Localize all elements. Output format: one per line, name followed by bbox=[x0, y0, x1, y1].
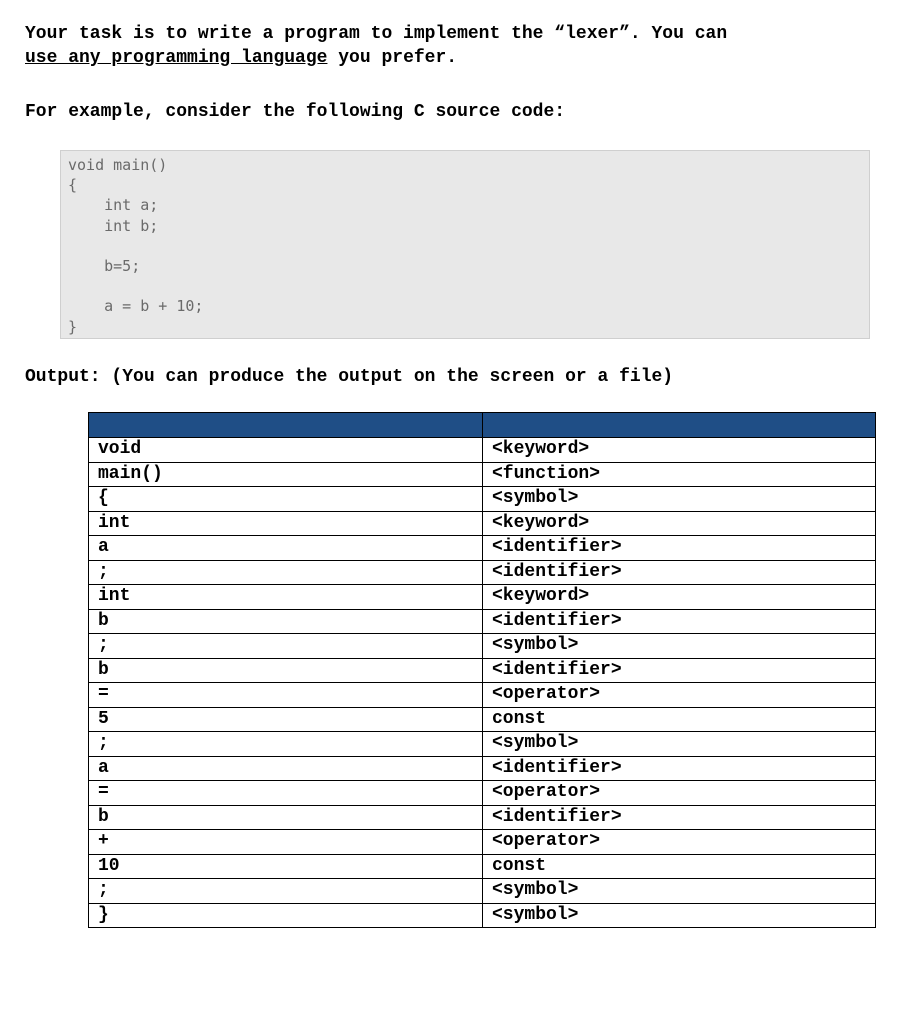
code-line: int a; bbox=[68, 196, 159, 215]
code-line bbox=[68, 276, 869, 296]
token-cell: ; bbox=[89, 879, 483, 904]
token-cell: void bbox=[89, 438, 483, 463]
table-row bbox=[89, 438, 876, 463]
table-row bbox=[89, 487, 876, 512]
token-type-cell: <keyword> bbox=[483, 438, 876, 463]
table-row bbox=[89, 560, 876, 585]
table-row bbox=[89, 756, 876, 781]
token-cell: ; bbox=[89, 560, 483, 585]
token-type-cell: <identifier> bbox=[483, 609, 876, 634]
table-row bbox=[89, 511, 876, 536]
table-row bbox=[89, 707, 876, 732]
table-row bbox=[89, 879, 876, 904]
token-cell: ; bbox=[89, 732, 483, 757]
token-type-cell: <keyword> bbox=[483, 585, 876, 610]
table-row bbox=[89, 536, 876, 561]
token-type-cell: const bbox=[483, 854, 876, 879]
token-cell: = bbox=[89, 781, 483, 806]
token-cell: int bbox=[89, 585, 483, 610]
token-cell: + bbox=[89, 830, 483, 855]
code-line: void main() bbox=[68, 156, 168, 174]
token-type-cell: <symbol> bbox=[483, 487, 876, 512]
table-row bbox=[89, 805, 876, 830]
token-cell: b bbox=[89, 658, 483, 683]
token-type-cell: <identifier> bbox=[483, 658, 876, 683]
token-type-cell: <operator> bbox=[483, 830, 876, 855]
token-table-header-cell bbox=[89, 413, 483, 438]
token-cell: b bbox=[89, 609, 483, 634]
token-type-cell: <identifier> bbox=[483, 805, 876, 830]
token-cell: { bbox=[89, 487, 483, 512]
code-line: { bbox=[68, 176, 78, 195]
token-type-cell: <symbol> bbox=[483, 732, 876, 757]
code-line: a = b + 10; bbox=[68, 297, 204, 316]
token-cell: a bbox=[89, 756, 483, 781]
table-row bbox=[89, 854, 876, 879]
table-row bbox=[89, 585, 876, 610]
token-type-cell: <keyword> bbox=[483, 511, 876, 536]
table-row bbox=[89, 658, 876, 683]
task-language-underlined: use any programming language bbox=[25, 48, 328, 68]
token-type-cell: <function> bbox=[483, 462, 876, 487]
token-type-cell: <symbol> bbox=[483, 634, 876, 659]
token-cell: } bbox=[89, 903, 483, 928]
token-cell: ; bbox=[89, 634, 483, 659]
table-row bbox=[89, 683, 876, 708]
code-line: } bbox=[68, 317, 78, 336]
token-cell: b bbox=[89, 805, 483, 830]
code-line: int b; bbox=[68, 216, 159, 235]
table-row bbox=[89, 634, 876, 659]
table-row bbox=[89, 732, 876, 757]
task-description-line2: you prefer. bbox=[327, 48, 458, 68]
token-type-cell: const bbox=[483, 707, 876, 732]
token-type-cell: <identifier> bbox=[483, 536, 876, 561]
token-table-header-cell bbox=[483, 413, 876, 438]
token-type-cell: <operator> bbox=[483, 781, 876, 806]
table-row bbox=[89, 462, 876, 487]
task-description-line1: Your task is to write a program to implement the “lexer”. You can bbox=[25, 24, 728, 44]
code-sample-box bbox=[60, 150, 870, 339]
token-type-cell: <identifier> bbox=[483, 756, 876, 781]
token-cell: 5 bbox=[89, 707, 483, 732]
token-type-cell: <operator> bbox=[483, 683, 876, 708]
token-cell: a bbox=[89, 536, 483, 561]
token-cell: int bbox=[89, 511, 483, 536]
token-type-cell: <symbol> bbox=[483, 879, 876, 904]
token-type-cell: <symbol> bbox=[483, 903, 876, 928]
token-table bbox=[88, 412, 876, 928]
token-cell: = bbox=[89, 683, 483, 708]
token-cell: 10 bbox=[89, 854, 483, 879]
table-row bbox=[89, 903, 876, 928]
output-heading: Output: (You can produce the output on the screen or a file) bbox=[25, 367, 674, 387]
code-line bbox=[68, 236, 869, 256]
task-description bbox=[25, 22, 885, 70]
token-table-header-row bbox=[89, 413, 876, 438]
table-row bbox=[89, 781, 876, 806]
code-line: b=5; bbox=[68, 256, 141, 275]
token-type-cell: <identifier> bbox=[483, 560, 876, 585]
example-intro: For example, consider the following C source code: bbox=[25, 102, 566, 122]
token-cell: main() bbox=[89, 462, 483, 487]
table-row bbox=[89, 609, 876, 634]
table-row bbox=[89, 830, 876, 855]
